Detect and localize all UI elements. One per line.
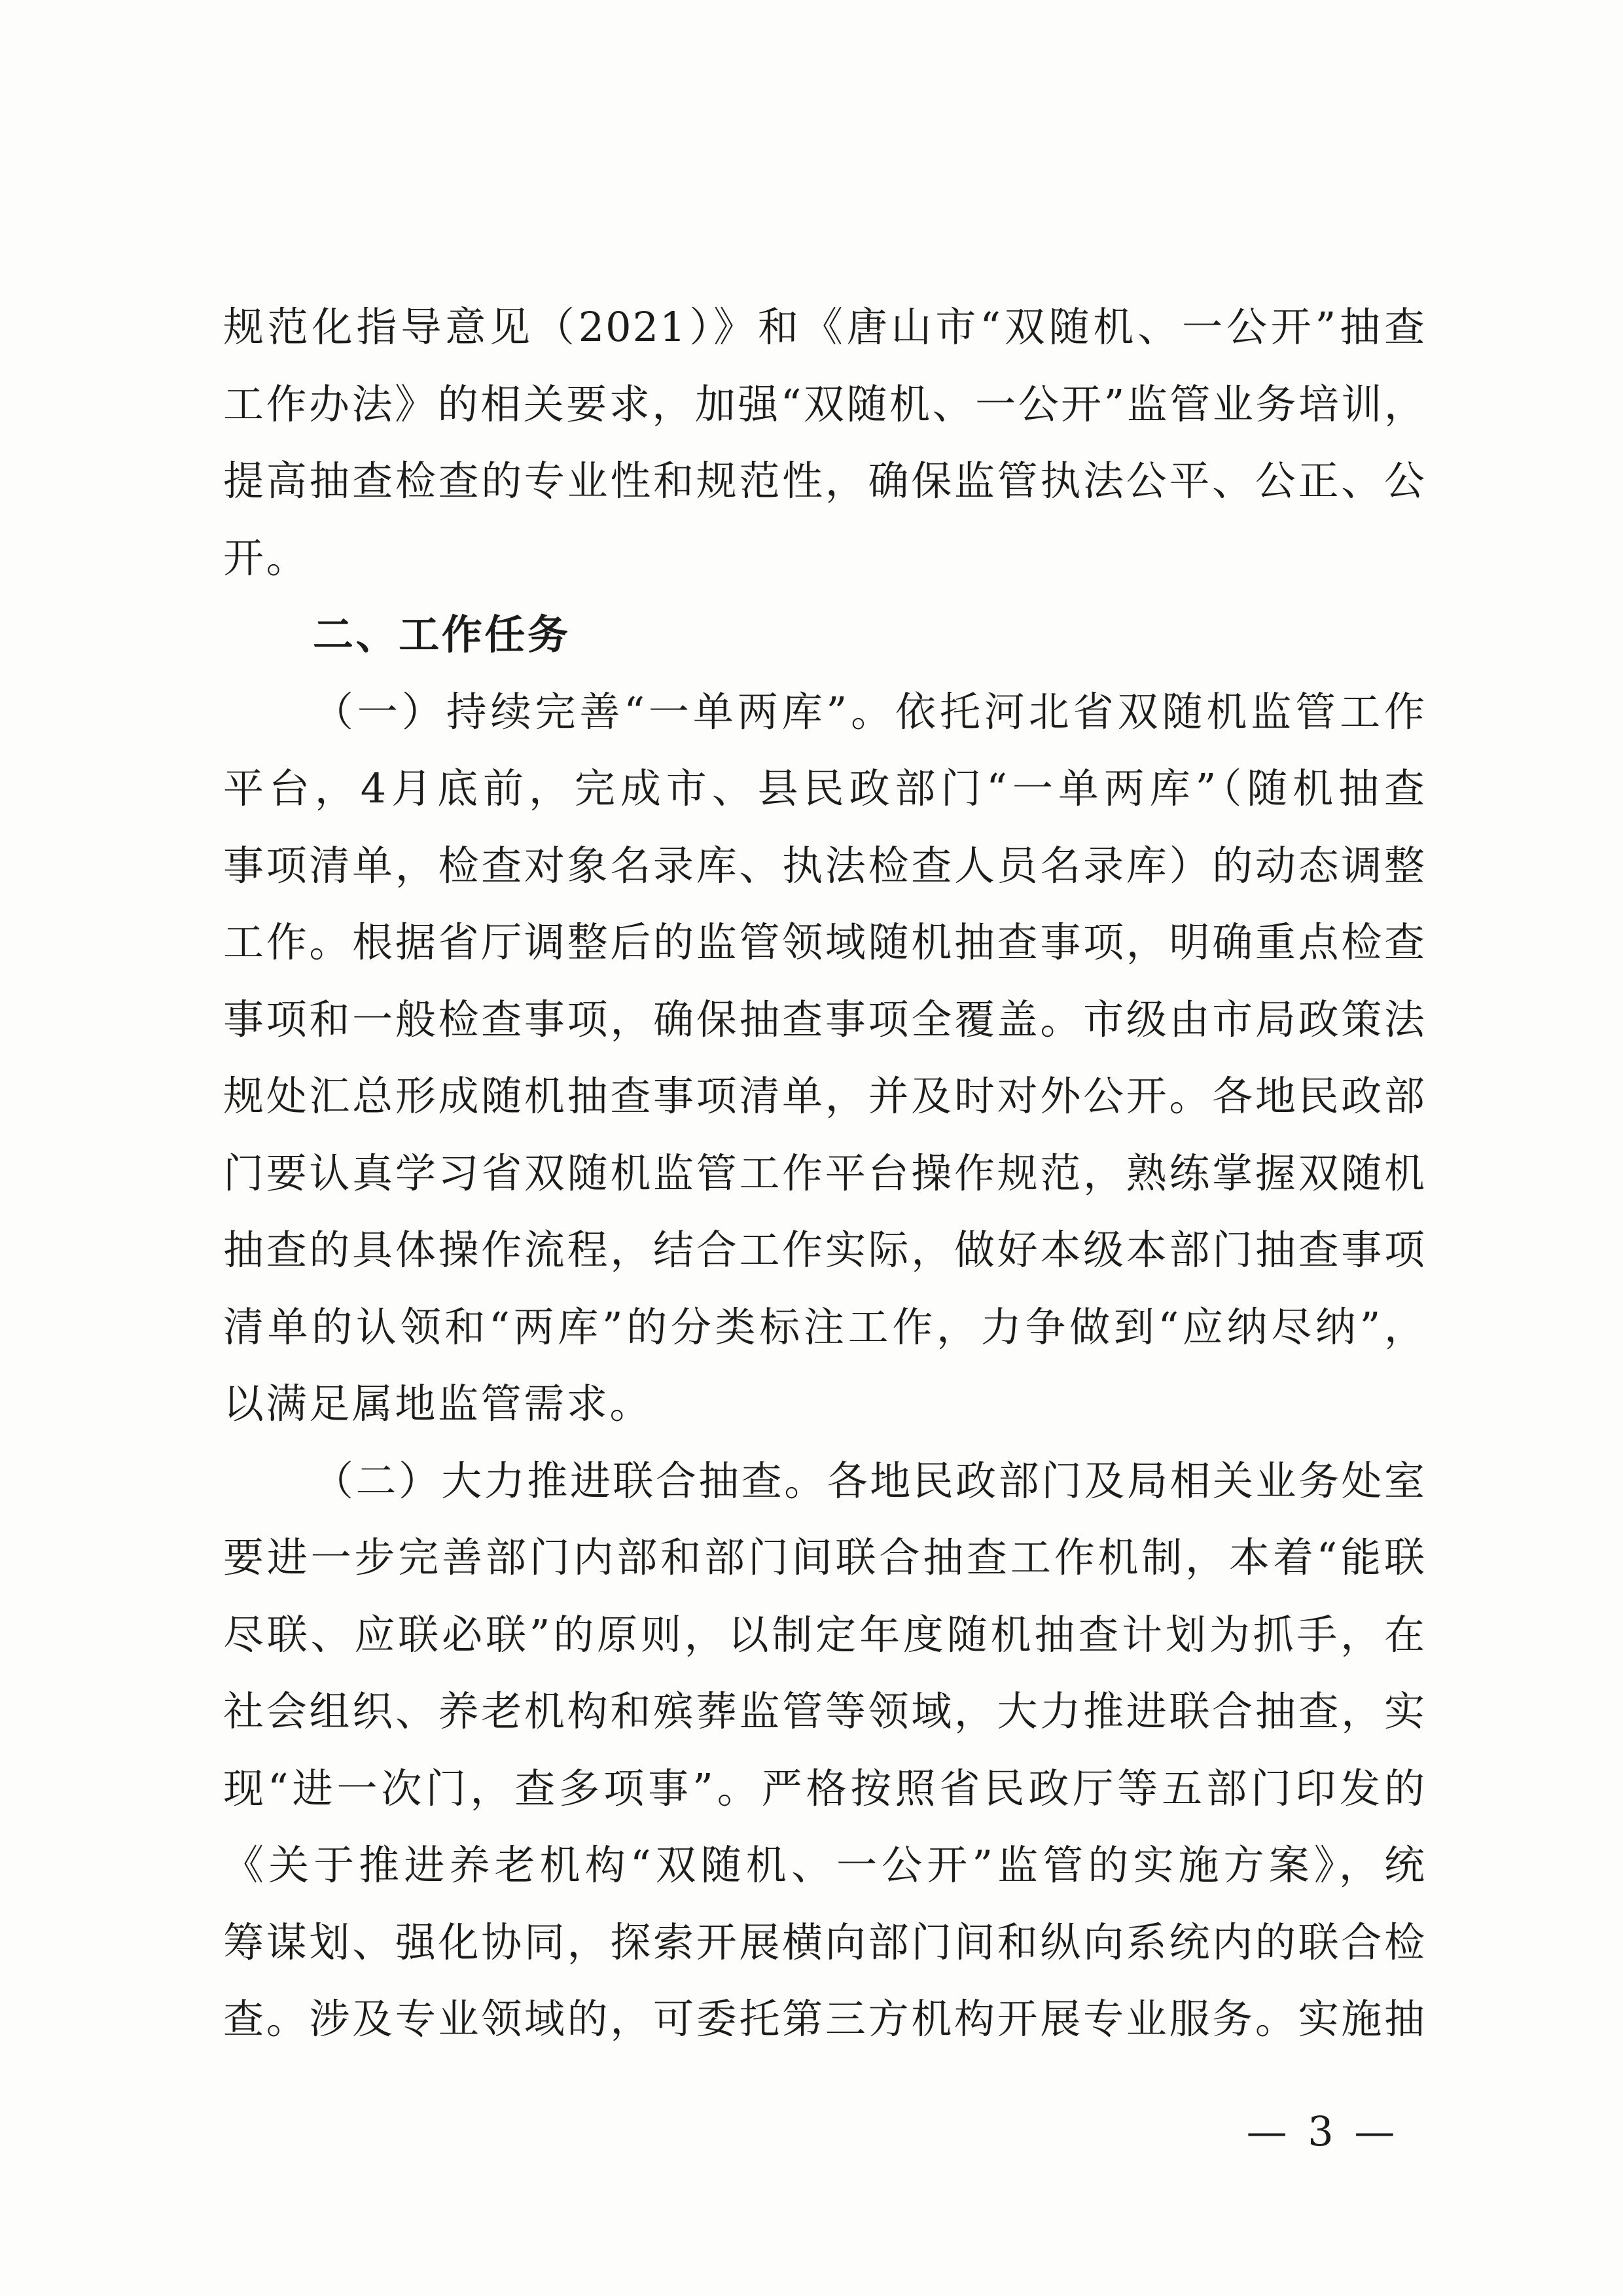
subsection-first-line (223, 1443, 1426, 1520)
body-text (223, 289, 1426, 2058)
section-title: 二、工作任务 (313, 611, 571, 658)
text-line: 工作。根据省厅调整后的监管领域随机抽查事项，明确重点检查 (223, 918, 1426, 966)
text-line: 以满足属地监管需求。 (223, 1380, 653, 1427)
text-line: 查。涉及专业领域的，可委托第三方机构开展专业服务。实施抽 (223, 1995, 1426, 2043)
text-line: 清单的认领和“两库”的分类标注工作，力争做到“应纳尽纳”， (223, 1302, 1426, 1351)
text-line: 门要认真学习省双随机监管工作平台操作规范，熟练掌握双随机 (223, 1149, 1426, 1197)
text-line: 《关于推进养老机构“双随机、一公开”监管的实施方案》，统 (223, 1841, 1426, 1889)
text-line-continuation: 各地民政部门及局相关业务处室 (827, 1456, 1426, 1505)
text-line: 开。 (223, 533, 310, 582)
text-line: 要进一步完善部门内部和部门间联合抽查工作机制，本着“能联 (223, 1534, 1426, 1581)
text-line: 事项和一般检查事项，确保抽查事项全覆盖。市级由市局政策法 (223, 995, 1426, 1043)
subsection-title: （一）持续完善“一单两库”。 (313, 687, 896, 736)
text-line: 平台，4月底前，完成市、县民政部门“一单两库”（随机抽查 (223, 764, 1426, 812)
text-line: 规范化指导意见（2021）》和《唐山市“双随机、一公开”抽查 (223, 303, 1426, 351)
subsection-title: （二）大力推进联合抽查。 (313, 1456, 827, 1505)
text-line-continuation: 依托河北省双随机监管工作 (895, 687, 1426, 736)
text-line: 抽查的具体操作流程，结合工作实际，做好本级本部门抽查事项 (223, 1226, 1426, 1274)
text-line: 筹谋划、强化协同，探索开展横向部门间和纵向系统内的联合检 (223, 1918, 1426, 1966)
subsection-first-line (223, 673, 1426, 751)
text-line: 事项清单，检查对象名录库、执法检查人员名录库）的动态调整 (223, 841, 1426, 889)
text-line: 社会组织、养老机构和殡葬监管等领域，大力推进联合抽查，实 (223, 1687, 1426, 1735)
text-line: 工作办法》的相关要求，加强“双随机、一公开”监管业务培训， (223, 380, 1426, 428)
page-number: — 3 — (1246, 2108, 1399, 2155)
text-line: 规处汇总形成随机抽查事项清单，并及时对外公开。各地民政部 (223, 1072, 1426, 1120)
text-line: 尽联、应联必联”的原则，以制定年度随机抽查计划为抓手，在 (223, 1610, 1426, 1659)
text-line: 提高抽查检查的专业性和规范性，确保监管执法公平、公正、公 (223, 457, 1426, 505)
text-line: 现“进一次门，查多项事”。严格按照省民政厅等五部门印发的 (223, 1764, 1426, 1812)
